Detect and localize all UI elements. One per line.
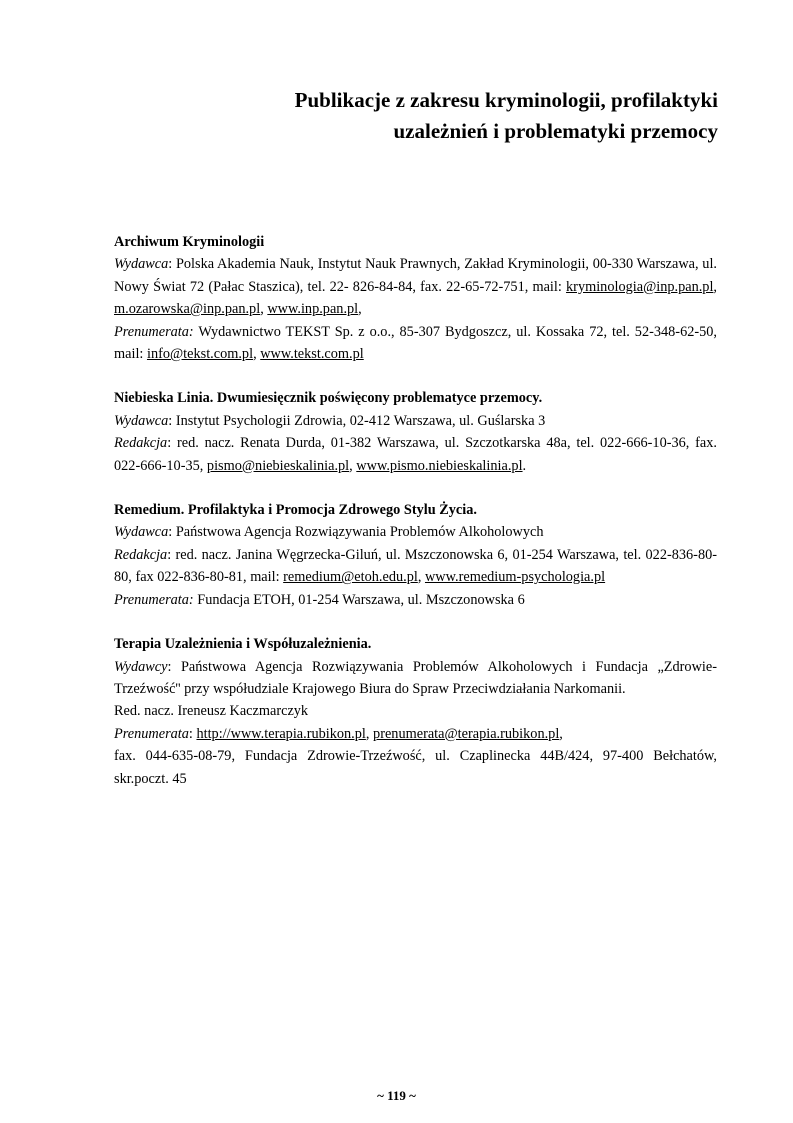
publisher-text: : Polska Akademia Nauk, Instytut Nauk Prawnych, Zakład Kryminologii, 00-330 Warszawa, ul. Nowy Świat 72 (Pałac Staszica), tel. 22- 826-84-84, fax. 22-65-72-751, mail: <box>114 256 717 295</box>
editor-label: Redakcja <box>114 435 168 452</box>
email-link[interactable]: remedium@etoh.edu.pl <box>283 569 418 586</box>
publisher-label: Wydawca <box>114 256 169 273</box>
publication-entry-niebieska-linia <box>114 387 717 477</box>
email-link[interactable]: info@tekst.com.pl <box>146 346 254 363</box>
entry-title: Terapia Uzależnienia i Współuzależnienia. <box>114 636 372 653</box>
subscription-line <box>114 723 717 745</box>
publisher-line <box>114 521 717 543</box>
editor-line <box>114 544 717 589</box>
entry-title: Archiwum Kryminologii <box>114 234 265 250</box>
separator: , <box>365 725 374 742</box>
contact-line: fax. 044-635-08-79, Fundacja Zdrowie-Trzeźwość, ul. Czaplinecka 44B/424, 97-400 Bełchatów, skr.poczt. 45 <box>114 748 717 787</box>
editor-label: Redakcja <box>114 546 168 563</box>
website-link[interactable]: www.tekst.com.pl <box>260 346 364 363</box>
separator: : <box>188 725 197 742</box>
subscription-text: Fundacja ETOH, 01-254 Warszawa, ul. Mszczonowska 6 <box>193 591 525 608</box>
separator: , <box>349 457 357 474</box>
separator: , <box>358 301 362 318</box>
subscription-line <box>114 321 717 366</box>
entry-title: Remedium. Profilaktyka i Promocja Zdrowego Stylu Życia. <box>114 502 477 519</box>
publisher-label: Wydawcy <box>114 658 168 675</box>
website-link[interactable]: www.pismo.niebieskalinia.pl <box>356 457 523 474</box>
publisher-label: Wydawca <box>114 412 169 429</box>
email-link[interactable]: kryminologia@inp.pan.pl <box>566 278 714 295</box>
page-title-line-2: uzależnień i problematyki przemocy <box>393 119 718 143</box>
publication-list <box>114 231 717 812</box>
publication-entry-terapia <box>114 633 717 790</box>
website-link[interactable]: http://www.terapia.rubikon.pl <box>196 725 366 742</box>
editor-text: : red. nacz. Renata Durda, 01-382 Warszawa, ul. Szczotkarska 48a, tel. 022-666-10-36, fax. 022-666-10-35, <box>114 435 717 474</box>
email-link[interactable]: pismo@niebieskalinia.pl <box>206 457 350 474</box>
page-title <box>118 85 718 147</box>
website-link[interactable]: www.remedium-psychologia.pl <box>424 569 606 586</box>
subscription-text: Wydawnictwo TEKST Sp. z o.o., 85-307 Bydgoszcz, ul. Kossaka 72, tel. 52-348-62-50, mail: <box>114 323 717 363</box>
separator: , <box>260 301 268 318</box>
page-title-line-1: Publikacje z zakresu kryminologii, profilaktyki <box>294 88 718 112</box>
subscription-label: Prenumerata <box>114 725 189 742</box>
publication-entry-archiwum <box>114 231 717 365</box>
separator: , <box>253 346 261 363</box>
publisher-text: : Państwowa Agencja Rozwiązywania Problemów Alkoholowych <box>168 524 544 541</box>
publisher-text: : Państwowa Agencja Rozwiązywania Problemów Alkoholowych i Fundacja „Zdrowie-Trzeźwość'' przy współudziale Krajowego Biura do Spraw Przeciwdziałania Narkomanii. <box>114 658 717 697</box>
email-link[interactable]: m.ozarowska@inp.pan.pl <box>114 301 261 318</box>
publication-entry-remedium <box>114 499 717 611</box>
publisher-line <box>114 253 717 320</box>
publisher-label: Wydawca <box>114 524 169 541</box>
separator: , <box>713 278 717 295</box>
editor-line: Red. nacz. Ireneusz Kaczmarczyk <box>114 703 309 720</box>
publisher-line <box>114 656 717 701</box>
editor-text: : red. nacz. Janina Węgrzecka-Giluń, ul. Mszczonowska 6, 01-254 Warszawa, tel. 022-836-80-80, fax 022-836-80-81, mail: <box>114 546 717 586</box>
subscription-label: Prenumerata: <box>114 591 194 608</box>
editor-line <box>114 432 717 477</box>
page-number: ~ 119 ~ <box>377 1088 416 1103</box>
entry-title: Niebieska Linia. Dwumiesięcznik poświęcony problematyce przemocy. <box>114 390 543 407</box>
separator: , <box>417 569 425 586</box>
separator: , <box>559 725 563 742</box>
subscription-label: Prenumerata: <box>114 323 194 340</box>
publisher-text: : Instytut Psychologii Zdrowia, 02-412 Warszawa, ul. Guślarska 3 <box>168 412 546 429</box>
website-link[interactable]: www.inp.pan.pl <box>267 301 359 318</box>
email-link[interactable]: prenumerata@terapia.rubikon.pl <box>373 725 560 742</box>
separator: . <box>522 457 527 474</box>
publisher-line <box>114 410 717 432</box>
subscription-line <box>114 589 717 611</box>
